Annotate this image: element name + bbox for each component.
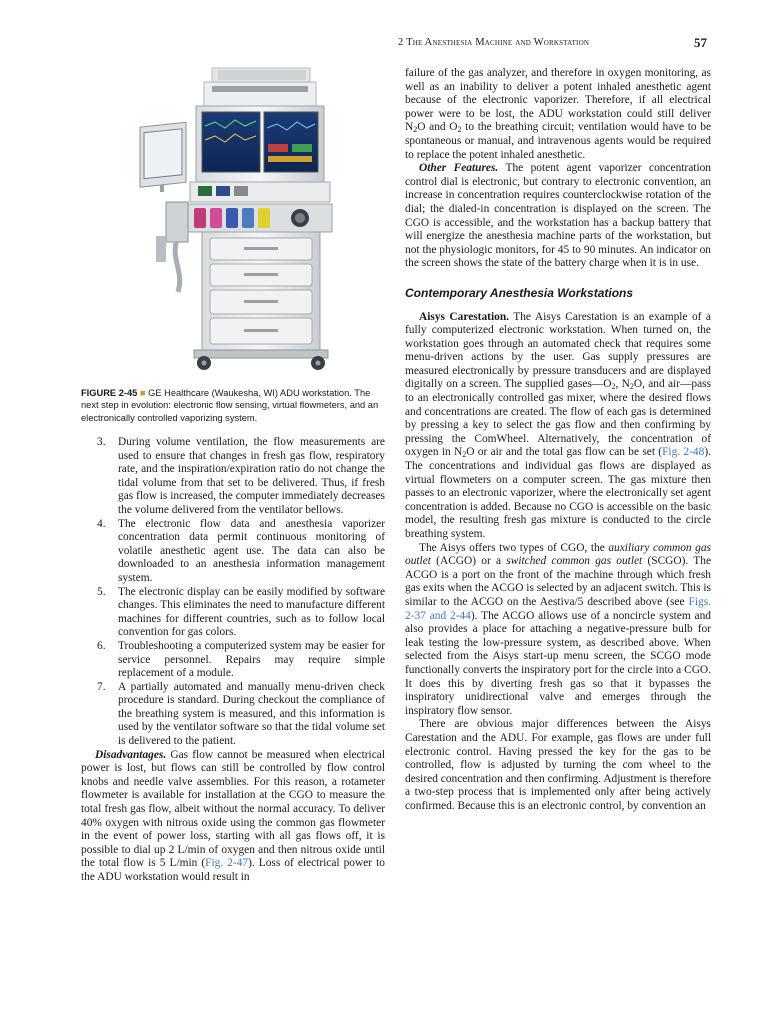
caption-text: GE Healthcare (Waukesha, WI) ADU workstation. The next step in evolution: electronic flow sensing, virtual flowmeters, and an electronically controlled vaporizing system. <box>81 388 379 423</box>
figure-label: FIGURE 2-45 <box>81 388 138 398</box>
aisys-paragraph: Aisys Carestation. The Aisys Carestation is an example of a fully computerized electronic workstation. When turned on, the workstation goes through an automated check that requires some menu-driven actions by the user. Gas supply pressures are measured electronically by pressure transducers and are displayed digitally on a screen. The supplied $gases—O_2$, $N_2O$, and air—pass to an electronically controlled gas mixer, where the desired flows and concentrations are created. The flow of each gas is determined by pressing a key to select the gas flow and then confirming by pressing the ComWheel. Alternatively, the concentration of oxygen in $N_2O$ or air and the total gas flow can be set (Fig. 2-48). The concentrations and individual gas flows are displayed as virtual flowmeters on a computer screen. The gas mixture then passes to an electronic vaporizer, where the electronically set agent concentration is added. Because no CGO is accessible on the basic model, the resulting fresh gas mixture is conducted to the circle breathing system. <box>405 310 711 540</box>
other-features-paragraph: Other Features. The potent agent vaporizer concentration control dial is electronic, but contrary to electronic convention, an increase in concentration requires counterclockwise rotation of the dial; the dialed-in concentration is displayed on the screen. The CGO is accessible, and the workstation has a backup battery that will energize the anesthesia machine parts of the workstation, but not the physiologic monitors, for 45 to 90 minutes. An indicator on the screen shows the state of the battery charge when it is in use. <box>405 162 711 270</box>
right-column <box>405 67 711 813</box>
figure-caption <box>81 387 386 424</box>
left-column <box>81 436 385 885</box>
section-heading: Contemporary Anesthesia Workstations <box>405 285 634 300</box>
disadvantages-paragraph: Disadvantages. Gas flow cannot be measured when electrical power is lost, but flows can still be controlled by flow control knobs and needle valve assemblies. For this reason, a rotameter flowmeter is available for installation at the CGO to measure the total fresh gas flow, albeit without the normal accuracy. To deliver 40% oxygen with nitrous oxide using the common gas flowmeter in the event of power loss, starting with all gas flows off, it is possible to dial up 2 L/min of oxygen and then nitrous oxide until the total flow is 5 L/min (Fig. 2-47). Loss of electrical power to the ADU workstation would result in <box>81 748 385 883</box>
figure-2-48-link[interactable]: Fig. 2-48 <box>662 446 705 459</box>
list-item: 4. The electronic flow data and anesthesia vaporizer concentration data permit continuous monitoring of volatile anesthetic agent use. The data can also be downloaded to an anesthesia information management system. <box>97 517 385 584</box>
page-header <box>0 37 768 53</box>
advantages-list <box>81 436 385 749</box>
caption-bullet-icon: ■ <box>139 388 146 398</box>
list-item: 3. During volume ventilation, the flow measurements are used to ensure that changes in fresh gas flow, respiratory rate, and the inspiration/expiration ratio do not change the tidal volume from that set to be delivered. Thus, if fresh gas flow is increased, the computer immediately decreases the volume delivered from the ventilator bellows. <box>97 436 385 516</box>
differences-paragraph: There are obvious major differences between the Aisys Carestation and the ADU. For example, gas flows are under full electronic control. Having pressed the key for the gas to be controlled, flow is adjusted by turning the com wheel to the desired concentration and then confirming. Adjustment is therefore a two-step process that is implemented only after being actively confirmed. Because this is an electronic control, by convention an <box>405 718 711 812</box>
list-item: 5. The electronic display can be easily modified by software changes. This eliminates the need to manufacture different machines for different countries, such as to follow local convention for gas colors. <box>97 585 385 639</box>
figure-2-47-link[interactable]: Fig. 2-47 <box>205 857 249 870</box>
running-title: 2 The Anesthesia Machine and Workstation <box>398 37 590 48</box>
cgo-paragraph: The Aisys offers two types of CGO, the auxiliary common gas outlet (ACGO) or a switched common gas outlet (SCGO). The ACGO is a port on the front of the machine through which fresh gas exits when the ACGO is selected by an adjacent switch. This is similar to the ACGO on the Aestiva/5 described above (see Figs. 2-37 and 2-44). The ACGO allows use of a noncircle system and also provides a place for attaching a negative-pressure bulb for leak testing the low-pressure system, as described above. When selected from the Aisys start-up menu screen, the SCGO mode functionally converts the inspiratory port for the circle into a CGO. It does this by diverting fresh gas so that it bypasses the inspiratory unidirectional valve and emerges through the inspiratory flow sensor. <box>405 541 712 717</box>
anesthesia-workstation-illustration <box>132 66 372 372</box>
list-item: 7. A partially automated and manually menu-driven check procedure is standard. During checkout the compliance of the breathing system is measured, and this information is used by the ventilator software so that the tidal volume set is delivered to the patient. <box>97 680 385 748</box>
list-item: 6. Troubleshooting a computerized system may be easier for service personnel. Repairs may require simple replacement of a module. <box>97 639 385 680</box>
page-number: 57 <box>694 35 707 50</box>
figures-2-37-2-44-link[interactable]: Figs. 2-37 and 2-44 <box>405 595 711 622</box>
figure-2-45-image <box>132 66 372 372</box>
continued-paragraph: failure of the gas analyzer, and therefore in oxygen monitoring, as well as an inability to deliver a potent inhaled anesthetic agent because of the electronic vaporizer. Therefore, if all electrical power were to be lost, the ADU workstation could still deliver $N_2O$ and $O_2$ to the breathing circuit; ventilation would have to be spontaneous or manual, and intravenous agents would be required to replace the potent inhaled anesthetic. <box>405 67 712 161</box>
